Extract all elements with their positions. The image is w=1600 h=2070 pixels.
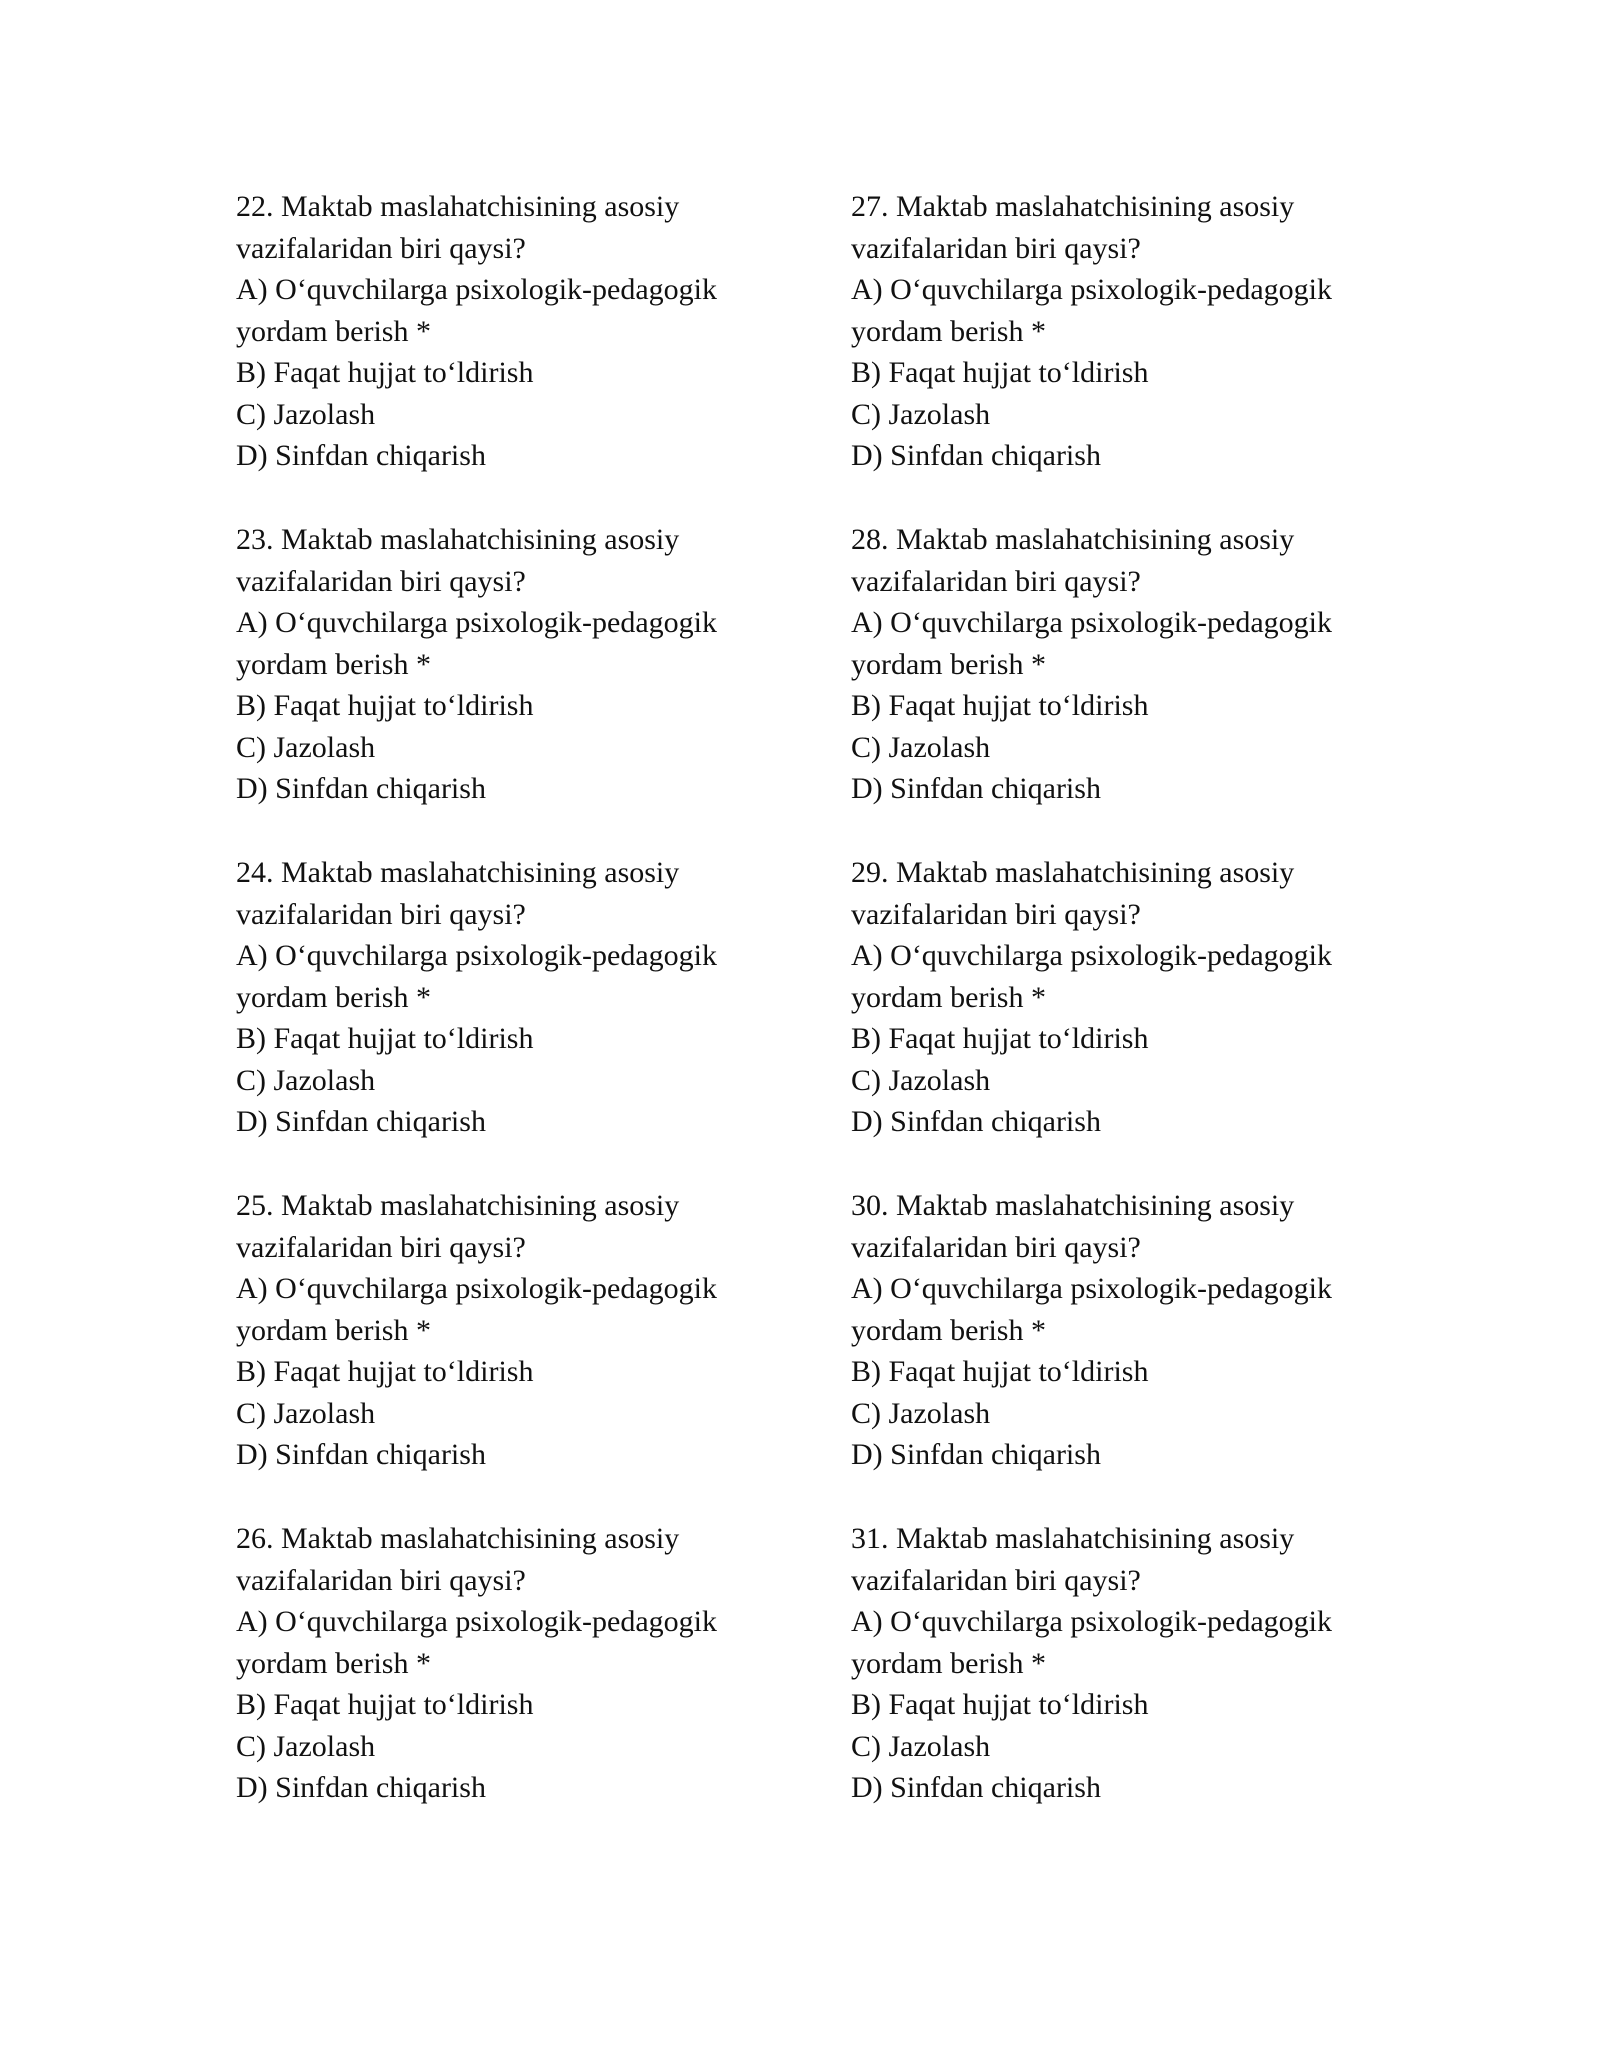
- question-stem-line: 31. Maktab maslahatchisining asosiy: [851, 1522, 1295, 1555]
- question-stem-line: vazifalaridan biri qaysi?: [851, 231, 1141, 265]
- answer-option-c: C) Jazolash: [851, 730, 991, 764]
- answer-option-a: A) O‘quvchilarga psixologik-pedagogik: [851, 1605, 1333, 1638]
- question-stem-line: 29. Maktab maslahatchisining asosiy: [851, 856, 1295, 889]
- question-stem-line: 25. Maktab maslahatchisining asosiy: [236, 1189, 680, 1222]
- answer-option-d: D) Sinfdan chiqarish: [851, 1771, 1101, 1804]
- answer-option-a-continuation: yordam berish *: [851, 1313, 1046, 1347]
- answer-option-c: C) Jazolash: [851, 1729, 991, 1763]
- answer-option-a-continuation: yordam berish *: [236, 647, 431, 681]
- answer-option-b: B) Faqat hujjat to‘ldirish: [851, 1355, 1149, 1388]
- answer-option-c: C) Jazolash: [851, 1063, 991, 1097]
- question-block: [236, 519, 836, 852]
- answer-option-c: C) Jazolash: [851, 397, 991, 431]
- question-stem-line: vazifalaridan biri qaysi?: [236, 231, 526, 265]
- answer-option-b: B) Faqat hujjat to‘ldirish: [236, 1355, 534, 1388]
- question-stem-line: 22. Maktab maslahatchisining asosiy: [236, 190, 680, 223]
- answer-option-c: C) Jazolash: [236, 1729, 376, 1763]
- question-stem-line: vazifalaridan biri qaysi?: [236, 897, 526, 931]
- answer-option-d: D) Sinfdan chiqarish: [236, 772, 486, 805]
- answer-option-d: D) Sinfdan chiqarish: [851, 439, 1101, 472]
- answer-option-a: A) O‘quvchilarga psixologik-pedagogik: [236, 1605, 718, 1638]
- answer-option-b: B) Faqat hujjat to‘ldirish: [851, 689, 1149, 722]
- answer-option-c: C) Jazolash: [851, 1396, 991, 1430]
- question-block: [851, 519, 1451, 852]
- answer-option-b: B) Faqat hujjat to‘ldirish: [851, 1688, 1149, 1721]
- question-stem-line: 30. Maktab maslahatchisining asosiy: [851, 1189, 1295, 1222]
- question-stem-line: vazifalaridan biri qaysi?: [236, 564, 526, 598]
- question-stem-line: vazifalaridan biri qaysi?: [851, 897, 1141, 931]
- answer-option-c: C) Jazolash: [236, 1396, 376, 1430]
- question-block: [236, 1185, 836, 1518]
- answer-option-d: D) Sinfdan chiqarish: [851, 1438, 1101, 1471]
- answer-option-b: B) Faqat hujjat to‘ldirish: [236, 1688, 534, 1721]
- answer-option-a: A) O‘quvchilarga psixologik-pedagogik: [851, 606, 1333, 639]
- answer-option-a: A) O‘quvchilarga psixologik-pedagogik: [851, 939, 1333, 972]
- answer-option-a: A) O‘quvchilarga psixologik-pedagogik: [236, 273, 718, 306]
- question-stem-line: 27. Maktab maslahatchisining asosiy: [851, 190, 1295, 223]
- answer-option-a-continuation: yordam berish *: [236, 1313, 431, 1347]
- answer-option-a: A) O‘quvchilarga psixologik-pedagogik: [236, 939, 718, 972]
- answer-option-a: A) O‘quvchilarga psixologik-pedagogik: [851, 273, 1333, 306]
- question-stem-line: vazifalaridan biri qaysi?: [851, 1563, 1141, 1597]
- answer-option-d: D) Sinfdan chiqarish: [236, 1105, 486, 1138]
- answer-option-a-continuation: yordam berish *: [851, 314, 1046, 348]
- answer-option-c: C) Jazolash: [236, 397, 376, 431]
- question-block: [851, 852, 1451, 1185]
- question-stem-line: 28. Maktab maslahatchisining asosiy: [851, 523, 1295, 556]
- answer-option-b: B) Faqat hujjat to‘ldirish: [236, 1022, 534, 1055]
- question-block: [851, 186, 1451, 519]
- question-block: [236, 186, 836, 519]
- answer-option-d: D) Sinfdan chiqarish: [851, 1105, 1101, 1138]
- answer-option-c: C) Jazolash: [236, 730, 376, 764]
- answer-option-d: D) Sinfdan chiqarish: [236, 1438, 486, 1471]
- right-column: [851, 186, 1451, 1851]
- question-stem-line: vazifalaridan biri qaysi?: [236, 1230, 526, 1264]
- answer-option-b: B) Faqat hujjat to‘ldirish: [851, 1022, 1149, 1055]
- question-stem-line: vazifalaridan biri qaysi?: [851, 564, 1141, 598]
- answer-option-a: A) O‘quvchilarga psixologik-pedagogik: [851, 1272, 1333, 1305]
- answer-option-a: A) O‘quvchilarga psixologik-pedagogik: [236, 1272, 718, 1305]
- left-column: [236, 186, 836, 1851]
- answer-option-a-continuation: yordam berish *: [851, 647, 1046, 681]
- question-block: [851, 1518, 1451, 1851]
- answer-option-a-continuation: yordam berish *: [851, 980, 1046, 1014]
- question-block: [851, 1185, 1451, 1518]
- question-stem-line: 23. Maktab maslahatchisining asosiy: [236, 523, 680, 556]
- question-block: [236, 852, 836, 1185]
- question-stem-line: vazifalaridan biri qaysi?: [236, 1563, 526, 1597]
- question-stem-line: 24. Maktab maslahatchisining asosiy: [236, 856, 680, 889]
- answer-option-d: D) Sinfdan chiqarish: [236, 1771, 486, 1804]
- answer-option-a: A) O‘quvchilarga psixologik-pedagogik: [236, 606, 718, 639]
- answer-option-c: C) Jazolash: [236, 1063, 376, 1097]
- question-stem-line: vazifalaridan biri qaysi?: [851, 1230, 1141, 1264]
- answer-option-b: B) Faqat hujjat to‘ldirish: [851, 356, 1149, 389]
- answer-option-a-continuation: yordam berish *: [236, 980, 431, 1014]
- answer-option-b: B) Faqat hujjat to‘ldirish: [236, 689, 534, 722]
- answer-option-a-continuation: yordam berish *: [236, 314, 431, 348]
- answer-option-d: D) Sinfdan chiqarish: [851, 772, 1101, 805]
- answer-option-a-continuation: yordam berish *: [851, 1646, 1046, 1680]
- answer-option-d: D) Sinfdan chiqarish: [236, 439, 486, 472]
- question-block: [236, 1518, 836, 1851]
- question-stem-line: 26. Maktab maslahatchisining asosiy: [236, 1522, 680, 1555]
- answer-option-b: B) Faqat hujjat to‘ldirish: [236, 356, 534, 389]
- answer-option-a-continuation: yordam berish *: [236, 1646, 431, 1680]
